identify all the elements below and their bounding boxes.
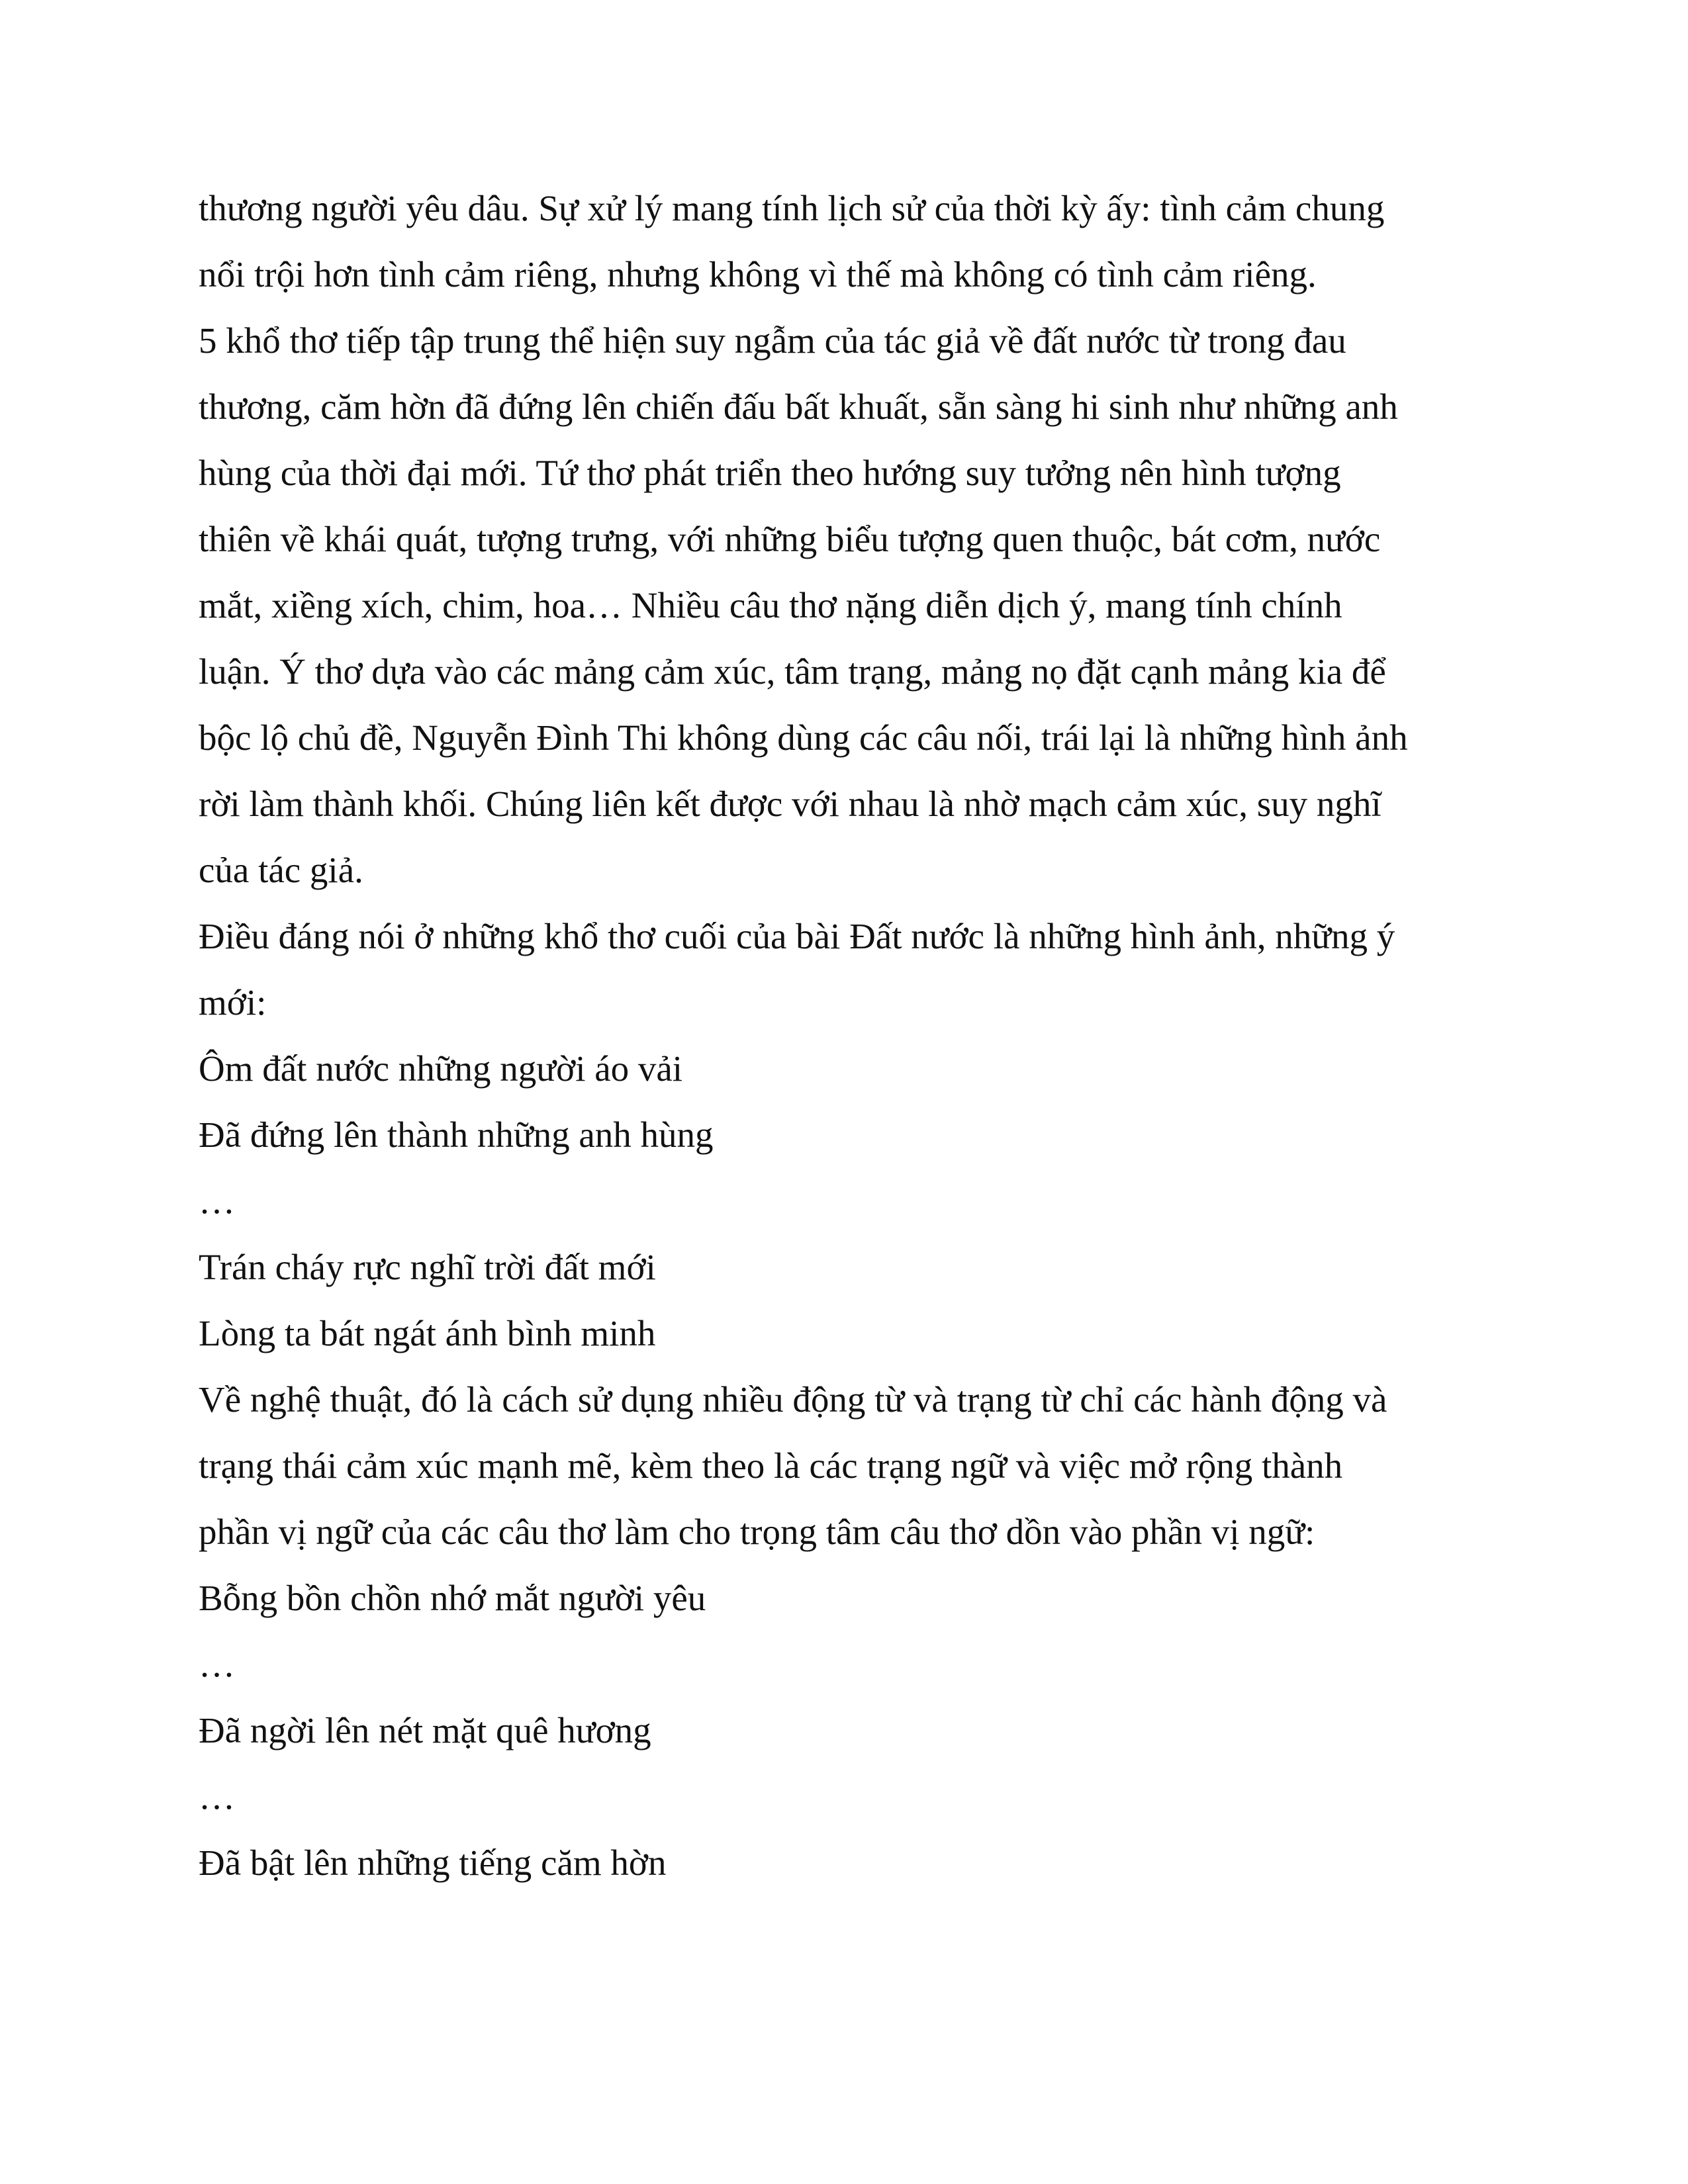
poem-ellipsis: … — [199, 1181, 235, 1221]
text-line: 5 khổ thơ tiếp tập trung thể hiện suy ngẫm của tác giả về đất nước từ trong đau — [199, 320, 1346, 361]
document-body — [199, 175, 1489, 1896]
text-line: hùng của thời đại mới. Tứ thơ phát triển theo hướng suy tưởng nên hình tượng — [199, 453, 1341, 493]
text-line: thiên về khái quát, tượng trưng, với những biểu tượng quen thuộc, bát cơm, nước — [199, 519, 1381, 559]
text-line: mắt, xiềng xích, chim, hoa… Nhiều câu thơ nặng diễn dịch ý, mang tính chính — [199, 585, 1342, 625]
text-line: mới: — [199, 982, 267, 1023]
text-line: luận. Ý thơ dựa vào các mảng cảm xúc, tâm trạng, mảng nọ đặt cạnh mảng kia để — [199, 651, 1386, 692]
text-line: bộc lộ chủ đề, Nguyễn Đình Thi không dùng các câu nối, trái lại là những hình ảnh — [199, 717, 1408, 758]
poem-line: Đã bật lên những tiếng căm hờn — [199, 1843, 667, 1883]
poem-ellipsis: … — [199, 1644, 235, 1684]
text-line: phần vị ngữ của các câu thơ làm cho trọng tâm câu thơ dồn vào phần vị ngữ: — [199, 1512, 1315, 1552]
poem-line: Ôm đất nước những người áo vải — [199, 1048, 683, 1089]
text-line: trạng thái cảm xúc mạnh mẽ, kèm theo là các trạng ngữ và việc mở rộng thành — [199, 1445, 1343, 1486]
poem-line: Đã ngời lên nét mặt quê hương — [199, 1710, 651, 1751]
poem-line: Bỗng bồn chồn nhớ mắt người yêu — [199, 1578, 706, 1618]
text-line: thương, căm hờn đã đứng lên chiến đấu bất khuất, sẵn sàng hi sinh như những anh — [199, 387, 1398, 427]
poem-line: Trán cháy rực nghĩ trời đất mới — [199, 1247, 656, 1287]
text-line: thương người yêu dâu. Sự xử lý mang tính lịch sử của thời kỳ ấy: tình cảm chung — [199, 188, 1385, 228]
text-line: Về nghệ thuật, đó là cách sử dụng nhiều động từ và trạng từ chỉ các hành động và — [199, 1379, 1387, 1420]
poem-line: Đã đứng lên thành những anh hùng — [199, 1115, 714, 1155]
text-line: nổi trội hơn tình cảm riêng, nhưng không vì thế mà không có tình cảm riêng. — [199, 254, 1317, 295]
text-line: Điều đáng nói ở những khổ thơ cuối của bài Đất nước là những hình ảnh, những ý — [199, 916, 1395, 956]
text-line: của tác giả. — [199, 850, 363, 890]
text-line: rời làm thành khối. Chúng liên kết được với nhau là nhờ mạch cảm xúc, suy nghĩ — [199, 784, 1382, 824]
poem-ellipsis: … — [199, 1776, 235, 1817]
poem-line: Lòng ta bát ngát ánh bình minh — [199, 1313, 656, 1353]
